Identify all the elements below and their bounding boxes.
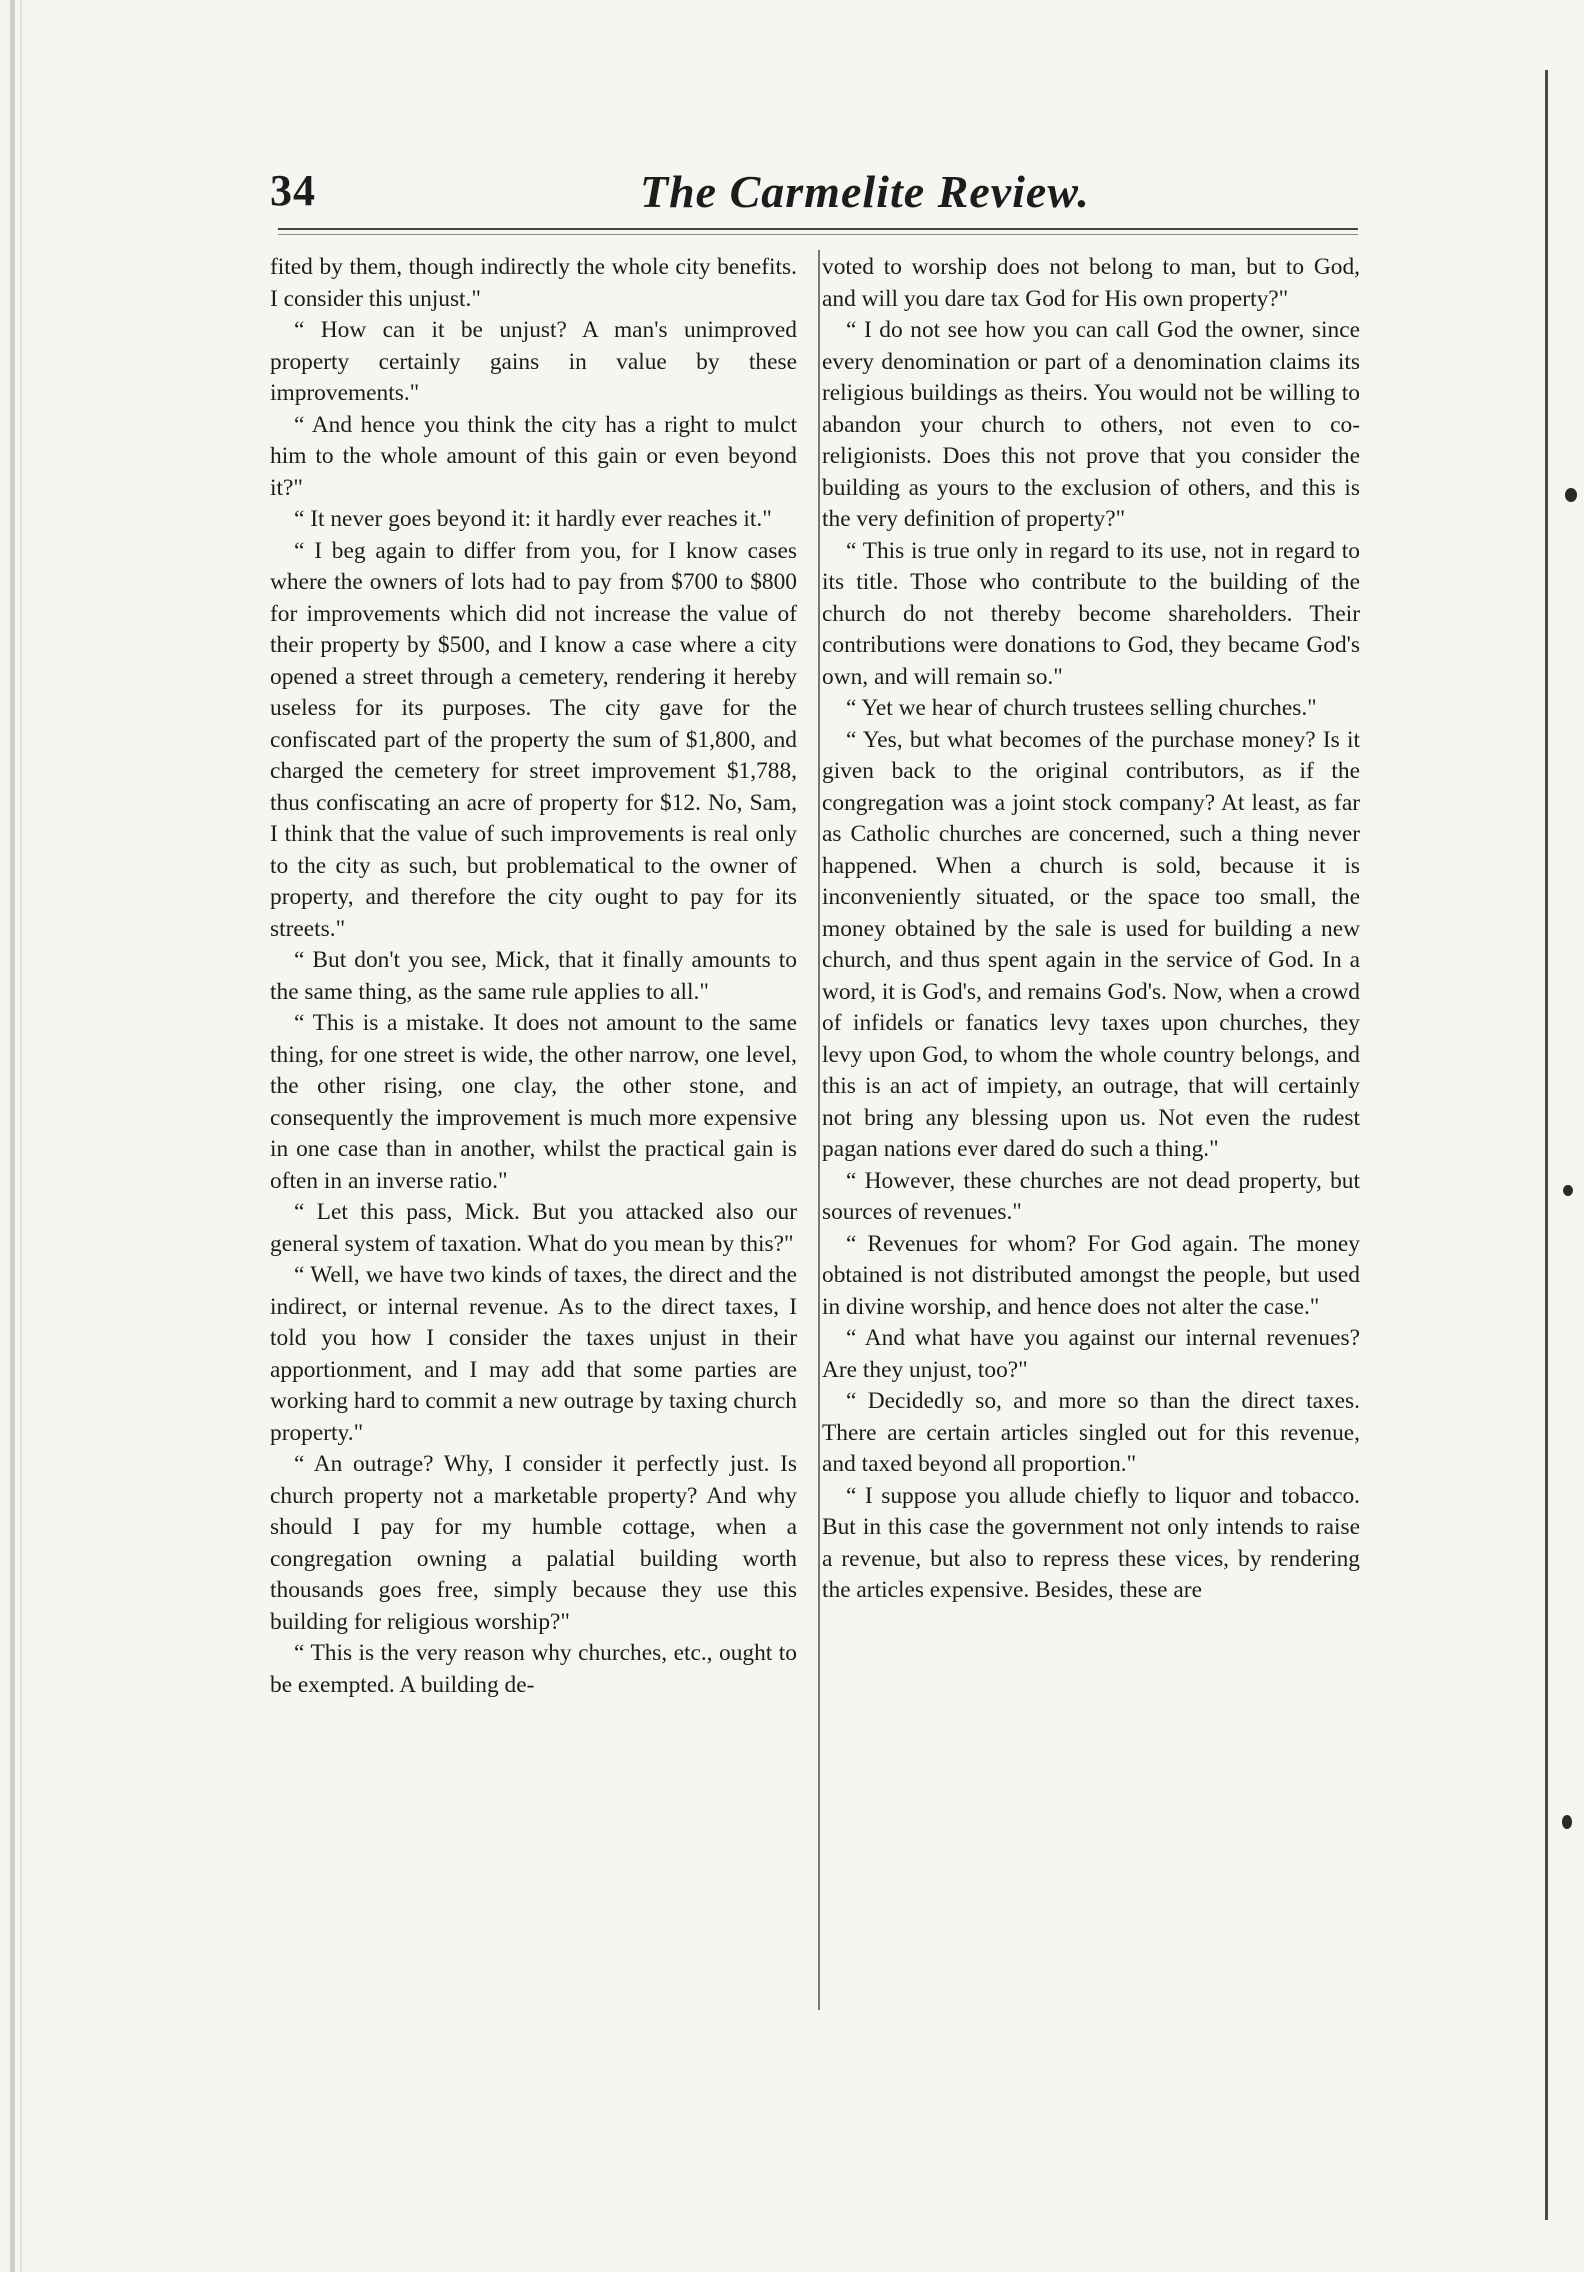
- paragraph: “ However, these churches are not dead property, but sources of revenues.": [822, 1167, 1360, 1225]
- paragraph: “ Yet we hear of church trustees selling churches.": [846, 695, 1317, 721]
- header-rule-lower: [278, 234, 1358, 235]
- paragraph: “ And hence you think the city has a right to mulct him to the whole amount of this gain or even beyond it?": [270, 411, 797, 501]
- paragraph: “ I do not see how you can call God the owner, since every denomination or part of a denomination claims its religious buildings as theirs. You would not be willing to abandon your church to others, not even to co-religionists. Does this not prove that you consider the building as yours to the exclusion of others, and this is the very definition of property?": [822, 317, 1360, 532]
- paragraph: “ And what have you against our internal revenues? Are they unjust, too?": [822, 1325, 1360, 1383]
- paragraph: “ I beg again to differ from you, for I know cases where the owners of lots had to pay from $700 to $800 for improvements which did not increase the value of their property by $500, and I know a case where a city opened a street through a cemetery, rendering it hereby useless for its purposes. The city gave for the confiscated part of the property the sum of $1,800, and charged the cemetery for street improvement $1,788, thus confiscating an acre of property for $12. No, Sam, I think that the value of such improvements is real only to the city as such, but problematical to the owner of property, and therefore the city ought to pay for its streets.": [270, 537, 797, 942]
- paragraph: “ Yes, but what becomes of the purchase money? Is it given back to the original contributors, as if the congregation was a joint stock company? At least, as far as Catholic churches are concerned, such a thing never happened. When a church is sold, because it is inconveniently situated, or the space too small, the money obtained by the sale is used for building a new church, and thus spent again in the service of God. In a word, it is God's, and remains God's. Now, when a crowd of infidels or fanatics levy taxes upon churches, they levy upon God, to whom the whole country belongs, and this is an act of impiety, an outrage, that will certainly not bring any blessing upon us. Not even the rudest pagan nations ever dared do such a thing.": [822, 726, 1360, 1162]
- column-divider: [818, 250, 820, 2010]
- paragraph: “ Revenues for whom? For God again. The money obtained is not distributed amongst the people, but used in divine worship, and hence does not alter the case.": [822, 1230, 1360, 1320]
- page-header: [270, 165, 1340, 225]
- paragraph: “ I suppose you allude chiefly to liquor and tobacco. But in this case the government not only intends to raise a revenue, but also to repress these vices, by rendering the articles expensive. Besides, these are: [822, 1482, 1360, 1603]
- running-head: The Carmelite Review.: [640, 166, 1090, 217]
- page-edge: [10, 0, 15, 2272]
- margin-line: [1545, 70, 1548, 2220]
- paragraph: “ Let this pass, Mick. But you attacked also our general system of taxation. What do you mean by this?": [270, 1199, 797, 1257]
- ink-speck: [1565, 488, 1577, 502]
- header-rule: [278, 228, 1358, 230]
- paragraph: voted to worship does not belong to man, but to God, and will you dare tax God for His own property?": [822, 254, 1360, 312]
- paragraph: “ It never goes beyond it: it hardly ever reaches it.": [294, 506, 772, 532]
- paragraph: “ This is a mistake. It does not amount to the same thing, for one street is wide, the other narrow, one level, the other rising, one clay, the other stone, and consequently the improvement is much more expensive in one case than in another, whilst the practical gain is often in an inverse ratio.": [270, 1010, 797, 1194]
- right-column: [822, 252, 1360, 1607]
- paragraph: “ Decidedly so, and more so than the direct taxes. There are certain articles singled out for this revenue, and taxed beyond all proportion.": [822, 1388, 1360, 1477]
- paragraph: “ This is the very reason why churches, etc., ought to be exempted. A building de-: [270, 1640, 797, 1698]
- page-number: 34: [270, 166, 316, 215]
- ink-speck: [1562, 1815, 1572, 1829]
- left-column: [270, 252, 797, 1701]
- ink-speck: [1563, 1185, 1573, 1196]
- paragraph: “ How can it be unjust? A man's unimproved property certainly gains in value by these improvements.": [270, 317, 797, 406]
- page-edge-inner: [20, 0, 22, 2272]
- paragraph: “ But don't you see, Mick, that it finally amounts to the same thing, as the same rule applies to all.": [270, 947, 797, 1005]
- paragraph: fited by them, though indirectly the whole city benefits. I consider this unjust.": [270, 254, 797, 312]
- paragraph: “ Well, we have two kinds of taxes, the direct and the indirect, or internal revenue. As to the direct taxes, I told you how I consider the taxes unjust in their apportionment, and I may add that some parties are working hard to commit a new outrage by taxing church property.": [270, 1262, 797, 1446]
- paragraph: “ This is true only in regard to its use, not in regard to its title. Those who contribute to the building of the church do not thereby become shareholders. Their contributions were donations to God, they became God's own, and will remain so.": [822, 537, 1360, 690]
- paragraph: “ An outrage? Why, I consider it perfectly just. Is church property not a marketable property? And why should I pay for my humble cottage, when a congregation owning a palatial building worth thousands goes free, simply because they use this building for religious worship?": [270, 1451, 797, 1635]
